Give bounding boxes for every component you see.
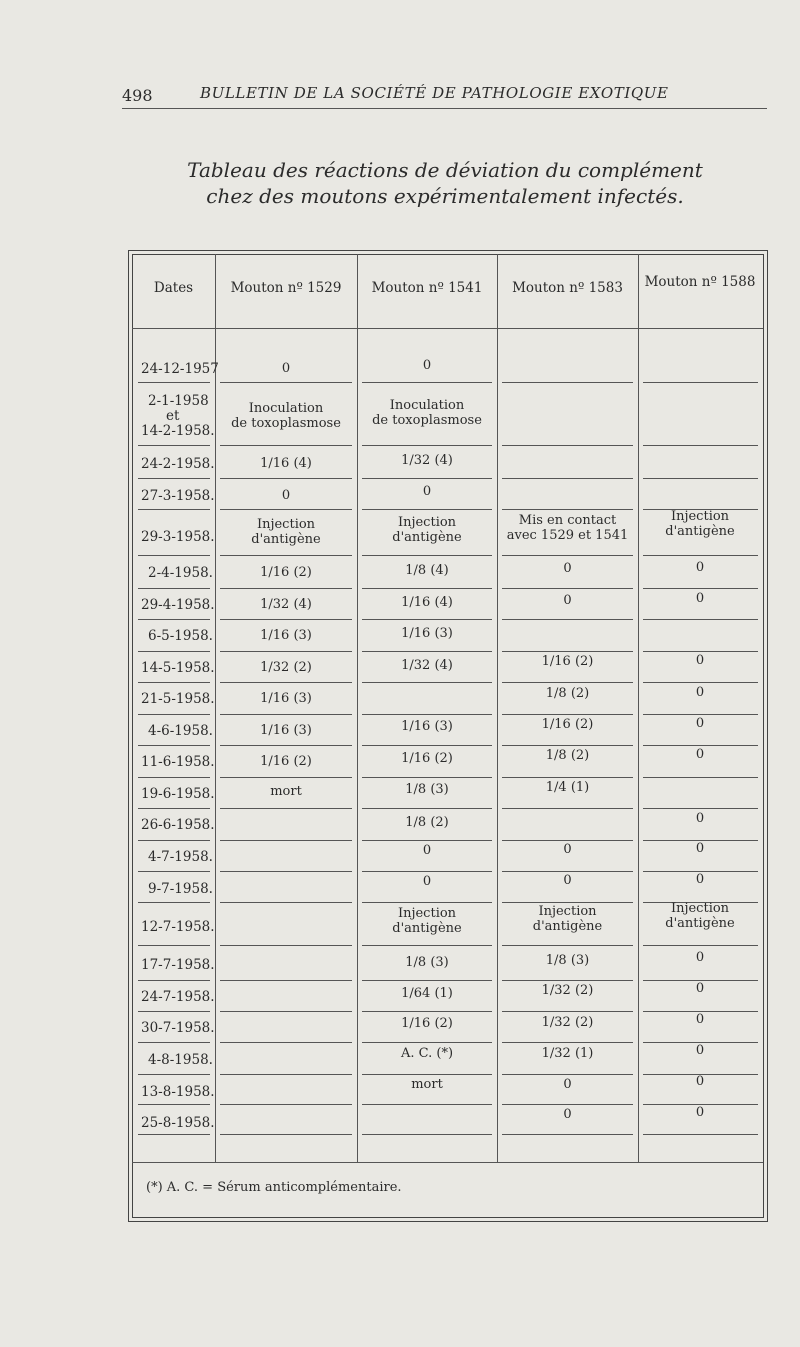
- row-rule: [362, 1074, 492, 1075]
- row-rule: [138, 871, 210, 872]
- result-cell: 0: [563, 561, 572, 576]
- date-cell: 17-7-1958.: [141, 957, 215, 973]
- result-cell: 1/16 (2): [541, 654, 594, 669]
- row-rule: [362, 588, 492, 589]
- result-cell: mort: [411, 1077, 443, 1092]
- event-cell: Injection: [256, 517, 316, 532]
- row-rule: [362, 1042, 492, 1043]
- row-rule: [362, 808, 492, 809]
- row-rule: [643, 588, 758, 589]
- row-rule: [502, 840, 633, 841]
- result-cell: 0: [695, 653, 705, 668]
- row-rule: [138, 714, 210, 715]
- date-cell: 30-7-1958.: [141, 1020, 215, 1036]
- event-cell: d'antigène: [392, 530, 462, 545]
- result-cell: 1/16 (3): [260, 628, 312, 643]
- event-cell: de toxoplasmose: [372, 413, 482, 428]
- row-rule: [502, 619, 633, 620]
- row-rule: [220, 619, 352, 620]
- column-header-mouton-1588: Mouton nº 1588: [644, 274, 756, 290]
- result-cell: 1/32 (2): [541, 983, 594, 998]
- running-title: BULLETIN DE LA SOCIÉTÉ DE PATHOLOGIE EXOTIQUE: [200, 84, 669, 102]
- row-rule: [362, 945, 492, 946]
- result-cell: 0: [422, 358, 432, 373]
- event-cell: d'antigène: [392, 921, 462, 936]
- result-cell: 1/8 (2): [405, 815, 449, 830]
- row-rule: [138, 382, 210, 383]
- row-rule: [138, 980, 210, 981]
- result-cell: 0: [695, 685, 705, 700]
- result-cell: 0: [695, 1012, 705, 1027]
- page-number: 498: [122, 86, 153, 105]
- result-cell: 1/16 (4): [260, 456, 312, 471]
- date-cell: 14-5-1958.: [141, 660, 215, 676]
- row-rule: [362, 651, 492, 652]
- date-cell: 12-7-1958.: [141, 919, 215, 935]
- row-rule: [220, 478, 352, 479]
- row-rule: [502, 777, 633, 778]
- result-cell: 0: [695, 747, 705, 762]
- result-cell: 1/32 (4): [401, 453, 453, 468]
- row-rule: [220, 682, 352, 683]
- result-cell: 0: [695, 716, 705, 731]
- row-rule: [220, 840, 352, 841]
- result-cell: 1/16 (4): [401, 595, 453, 610]
- date-cell: 13-8-1958.: [141, 1084, 215, 1100]
- row-rule: [502, 382, 633, 383]
- event-cell: d'antigène: [251, 532, 321, 547]
- row-rule: [502, 902, 633, 903]
- row-rule: [362, 840, 492, 841]
- date-cell: 24-12-1957: [141, 361, 219, 377]
- event-cell: d'antigène: [532, 919, 603, 934]
- row-rule: [502, 980, 633, 981]
- row-rule: [138, 1011, 210, 1012]
- event-cell: de toxoplasmose: [231, 416, 341, 431]
- result-cell: 0: [695, 591, 705, 606]
- result-cell: 1/8 (3): [545, 953, 590, 968]
- result-cell: 1/64 (1): [401, 986, 453, 1001]
- row-rule: [502, 871, 633, 872]
- row-rule: [220, 1074, 352, 1075]
- result-cell: mort: [270, 784, 302, 799]
- row-rule: [362, 509, 492, 510]
- row-rule: [643, 555, 758, 556]
- result-cell: 0: [695, 1043, 705, 1058]
- result-cell: 0: [281, 488, 291, 503]
- row-rule: [502, 478, 633, 479]
- row-rule: [362, 619, 492, 620]
- date-cell: 24-2-1958.: [141, 456, 215, 472]
- row-rule: [138, 1074, 210, 1075]
- header-rule: [132, 328, 763, 329]
- result-cell: 1/16 (2): [260, 754, 312, 769]
- column-divider: [215, 254, 216, 1162]
- row-rule: [362, 478, 492, 479]
- row-rule: [362, 745, 492, 746]
- table-title-line-1: Tableau des réactions de déviation du complément: [187, 158, 703, 182]
- row-rule: [502, 714, 633, 715]
- date-cell: 11-6-1958.: [141, 754, 215, 770]
- row-rule: [362, 382, 492, 383]
- result-cell: 1/8 (2): [545, 748, 590, 763]
- row-rule: [362, 1134, 492, 1135]
- date-cell: 4-7-1958.: [148, 849, 213, 865]
- result-cell: 0: [695, 1074, 705, 1089]
- result-cell: 0: [422, 843, 432, 858]
- result-cell: 0: [695, 1105, 705, 1120]
- result-cell: 1/32 (1): [541, 1046, 594, 1061]
- row-rule: [643, 745, 758, 746]
- date-cell: 9-7-1958.: [148, 881, 213, 897]
- result-cell: 0: [695, 560, 705, 575]
- result-cell: 1/16 (2): [541, 717, 594, 732]
- event-cell: Mis en contact: [518, 513, 617, 528]
- row-rule: [362, 445, 492, 446]
- result-cell: 1/16 (3): [401, 719, 453, 734]
- row-rule: [362, 1011, 492, 1012]
- row-rule: [502, 682, 633, 683]
- row-rule: [362, 871, 492, 872]
- row-rule: [502, 555, 633, 556]
- event-cell: Injection: [397, 515, 457, 530]
- row-rule: [138, 509, 210, 510]
- row-rule: [502, 1074, 633, 1075]
- row-rule: [220, 445, 352, 446]
- row-rule: [502, 745, 633, 746]
- row-rule: [502, 808, 633, 809]
- column-header-mouton-1583: Mouton nº 1583: [512, 280, 623, 296]
- row-rule: [220, 651, 352, 652]
- row-rule: [138, 651, 210, 652]
- date-cell: 2-4-1958.: [148, 565, 213, 581]
- result-cell: 0: [563, 873, 572, 888]
- result-cell: A. C. (*): [400, 1046, 454, 1061]
- event-cell: Inoculation: [248, 401, 324, 416]
- result-cell: 1/8 (4): [405, 563, 449, 578]
- row-rule: [138, 445, 210, 446]
- event-cell: d'antigène: [665, 524, 735, 539]
- event-cell: Inoculation: [389, 398, 465, 413]
- result-cell: 0: [563, 1077, 572, 1092]
- date-cell: 29-3-1958.: [141, 529, 215, 545]
- result-cell: 0: [563, 593, 572, 608]
- date-cell: 4-6-1958.: [148, 723, 213, 739]
- result-cell: 1/16 (3): [401, 626, 453, 641]
- column-header-mouton-1541: Mouton nº 1541: [371, 280, 483, 296]
- row-rule: [138, 682, 210, 683]
- row-rule: [643, 651, 758, 652]
- row-rule: [220, 745, 352, 746]
- row-rule: [220, 945, 352, 946]
- row-rule: [502, 588, 633, 589]
- row-rule: [138, 619, 210, 620]
- result-cell: 0: [695, 950, 705, 965]
- event-cell: Injection: [670, 901, 730, 916]
- row-rule: [220, 1011, 352, 1012]
- result-cell: 1/16 (3): [260, 691, 312, 706]
- row-rule: [643, 478, 758, 479]
- row-rule: [502, 1042, 633, 1043]
- row-rule: [362, 555, 492, 556]
- row-rule: [220, 714, 352, 715]
- date-cell: et: [166, 408, 180, 424]
- result-cell: 1/8 (3): [405, 955, 449, 970]
- row-rule: [220, 588, 352, 589]
- result-cell: 1/4 (1): [545, 780, 590, 795]
- column-header-mouton-1529: Mouton nº 1529: [230, 280, 342, 296]
- date-cell: 27-3-1958.: [141, 488, 215, 504]
- result-cell: 1/8 (3): [405, 782, 449, 797]
- result-cell: 0: [695, 841, 705, 856]
- row-rule: [362, 902, 492, 903]
- row-rule: [220, 382, 352, 383]
- row-rule: [220, 808, 352, 809]
- event-cell: d'antigène: [665, 916, 735, 931]
- row-rule: [362, 980, 492, 981]
- date-cell: 19-6-1958.: [141, 786, 215, 802]
- date-cell: 29-4-1958.: [141, 597, 215, 613]
- row-rule: [138, 1042, 210, 1043]
- date-cell: 2-1-1958: [148, 393, 209, 409]
- row-rule: [643, 945, 758, 946]
- row-rule: [362, 1104, 492, 1105]
- row-rule: [220, 902, 352, 903]
- result-cell: 1/32 (2): [541, 1015, 594, 1030]
- result-cell: 0: [563, 1107, 572, 1122]
- row-rule: [220, 1134, 352, 1135]
- row-rule: [643, 619, 758, 620]
- result-cell: 0: [422, 484, 432, 499]
- row-rule: [502, 1011, 633, 1012]
- row-rule: [362, 714, 492, 715]
- column-header-dates: Dates: [153, 280, 194, 296]
- row-rule: [138, 777, 210, 778]
- row-rule: [643, 445, 758, 446]
- row-rule: [643, 682, 758, 683]
- row-rule: [643, 382, 758, 383]
- result-cell: 1/32 (2): [260, 660, 312, 675]
- result-cell: 1/8 (2): [545, 686, 590, 701]
- row-rule: [220, 509, 352, 510]
- date-cell: 24-7-1958.: [141, 989, 215, 1005]
- date-cell: 6-5-1958.: [148, 628, 213, 644]
- row-rule: [138, 555, 210, 556]
- result-cell: 1/16 (2): [401, 1016, 453, 1031]
- row-rule: [138, 588, 210, 589]
- row-rule: [643, 808, 758, 809]
- row-rule: [502, 445, 633, 446]
- row-rule: [220, 980, 352, 981]
- row-rule: [138, 840, 210, 841]
- event-cell: avec 1529 et 1541: [506, 528, 629, 543]
- row-rule: [220, 777, 352, 778]
- row-rule: [502, 509, 633, 510]
- row-rule: [138, 945, 210, 946]
- result-cell: 1/32 (4): [401, 658, 453, 673]
- row-rule: [643, 1134, 758, 1135]
- date-cell: 21-5-1958.: [141, 691, 215, 707]
- row-rule: [643, 714, 758, 715]
- row-rule: [502, 945, 633, 946]
- result-cell: 1/16 (2): [401, 751, 453, 766]
- result-cell: 0: [422, 874, 432, 889]
- page-header: [122, 82, 767, 109]
- date-cell: 25-8-1958.: [141, 1115, 215, 1131]
- table-title-line-2: chez des moutons expérimentalement infectés.: [206, 184, 684, 208]
- result-cell: 0: [695, 872, 705, 887]
- row-rule: [502, 1134, 633, 1135]
- result-cell: 0: [281, 361, 291, 376]
- result-cell: 0: [695, 981, 705, 996]
- result-cell: 0: [695, 811, 705, 826]
- row-rule: [138, 478, 210, 479]
- row-rule: [138, 745, 210, 746]
- result-cell: 0: [563, 842, 572, 857]
- row-rule: [220, 871, 352, 872]
- row-rule: [643, 777, 758, 778]
- row-rule: [220, 1042, 352, 1043]
- footnote: (*) A. C. = Sérum anticomplémentaire.: [146, 1180, 402, 1195]
- event-cell: Injection: [538, 904, 597, 919]
- row-rule: [138, 902, 210, 903]
- event-cell: Injection: [397, 906, 457, 921]
- row-rule: [138, 808, 210, 809]
- result-cell: 1/16 (2): [260, 565, 312, 580]
- row-rule: [220, 555, 352, 556]
- row-rule: [502, 1104, 633, 1105]
- row-rule: [362, 682, 492, 683]
- result-cell: 1/16 (3): [260, 723, 312, 738]
- event-cell: Injection: [670, 509, 730, 524]
- row-rule: [502, 651, 633, 652]
- date-cell: 4-8-1958.: [148, 1052, 213, 1068]
- row-rule: [138, 1104, 210, 1105]
- row-rule: [220, 1104, 352, 1105]
- date-cell: 26-6-1958.: [141, 817, 215, 833]
- row-rule: [362, 777, 492, 778]
- table-bottom-rule: [132, 1162, 763, 1163]
- result-cell: 1/32 (4): [260, 597, 312, 612]
- row-rule: [138, 1134, 210, 1135]
- date-cell: 14-2-1958.: [141, 423, 215, 439]
